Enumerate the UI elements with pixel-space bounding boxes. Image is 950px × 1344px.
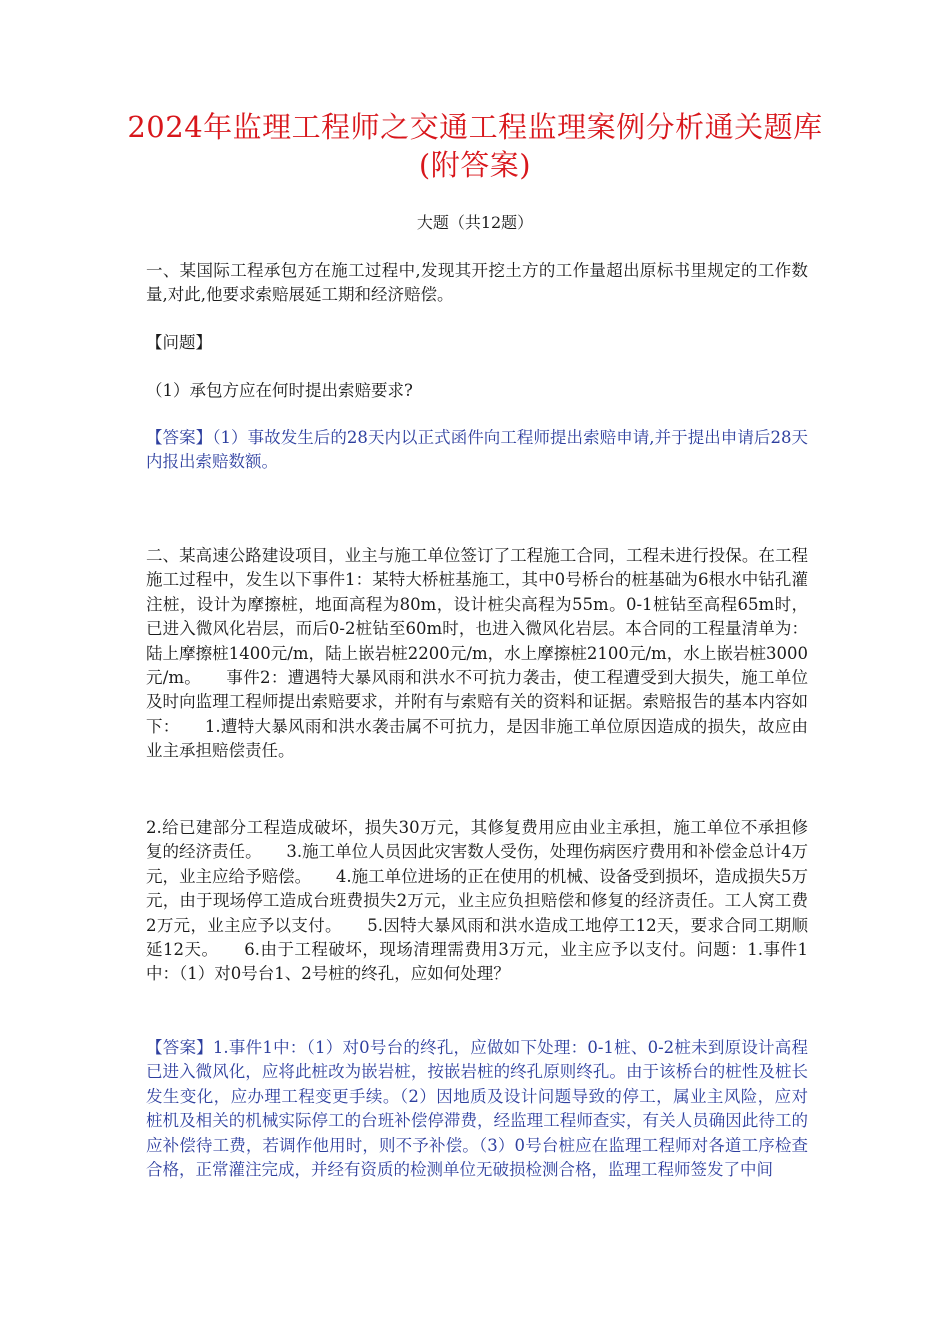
answer-text: 1.事件1中：（1）对0号台的终孔，应做如下处理：0-1桩、0-2桩未到原设计高程已进入微风化，应将此桩改为嵌岩桩，按嵌岩桩的终孔原则终孔。由于该桥台的桩性及桩长发生变化，应办理工程变更手续。（2）因地质及设计问题导致的停工，属业主风险，应对桩机及相关的机械实际停工的台班补偿停滞费，经监理工程师查实，有关人员确因此待工的应补偿待工费，若调作他用时，则不予补偿。（3）0号台桩应在监理工程师对各道工序检查合格，正常灌注完成，并经有资质的检测单位无破损检测合格，监理工程师签发了中间 — [146, 1038, 809, 1180]
question-2-stem-continued: 2.给已建部分工程造成破坏，损失30万元，其修复费用应由业主承担，施工单位不承担修复的经济责任。 3.施工单位人员因此灾害数人受伤，处理伤病医疗费用和补偿金总计4万元，业主应给予赔偿。 4.施工单位进场的正在使用的机械、设备受到损坏，造成损失5万元，由于现场停工造成台班费损失2万元，业主应负担赔偿和修复的经济责任。工人窝工费2万元，业主应予以支付。 5.因特大暴风雨和洪水造成工地停工12天，要求合同工期顺延12天。 6.由于工程破坏，现场清理需费用3万元，业主应予以支付。问题：1.事件1中：（1）对0号台1、2号桩的终孔，应如何处理？ — [146, 818, 808, 984]
question-2-answer — [146, 1036, 808, 1182]
document-title: 2024年监理工程师之交通工程监理案例分析通关题库(附答案) — [127, 110, 823, 182]
section-heading: 大题（共12题） — [416, 213, 534, 232]
question-1-question: （1）承包方应在何时提出索赔要求? — [146, 381, 413, 400]
answer-tag: 【答案】 — [146, 1038, 213, 1057]
question-1-answer — [146, 426, 808, 475]
question-2-stem: 二、某高速公路建设项目，业主与施工单位签订了工程施工合同，工程未进行投保。在工程施工过程中，发生以下事件1：某特大桥桩基施工，其中0号桥台的桩基础为6根水中钻孔灌注桩，设计为摩擦桩，地面高程为80m，设计桩尖高程为55m。0-1桩钻至高程65m时，已进入微风化岩层，而后0-2桩钻至60m时，也进入微风化岩层。本合同的工程量清单为：陆上摩擦桩1400元/m，陆上嵌岩桩2200元/m，水上摩擦桩2100元/m，水上嵌岩桩3000元/m。 事件2：遭遇特大暴风雨和洪水不可抗力袭击，使工程遭受到大损失，施工单位及时向监理工程师提出索赔要求，并附有与索赔有关的资料和证据。索赔报告的基本内容如下： 1.遭特大暴风雨和洪水袭击属不可抗力，是因非施工单位原因造成的损失，故应由业主承担赔偿责任。 — [146, 546, 808, 761]
answer-text: （1）事故发生后的28天内以正式函件向工程师提出索赔申请,并于提出申请后28天内报出索赔数额。 — [146, 428, 809, 472]
question-1-stem: 一、某国际工程承包方在施工过程中,发现其开挖土方的工作量超出原标书里规定的工作数量,对此,他要求索赔展延工期和经济赔偿。 — [146, 261, 808, 305]
question-1-question-tag: 【问题】 — [146, 333, 212, 352]
answer-tag: 【答案】 — [146, 428, 213, 447]
